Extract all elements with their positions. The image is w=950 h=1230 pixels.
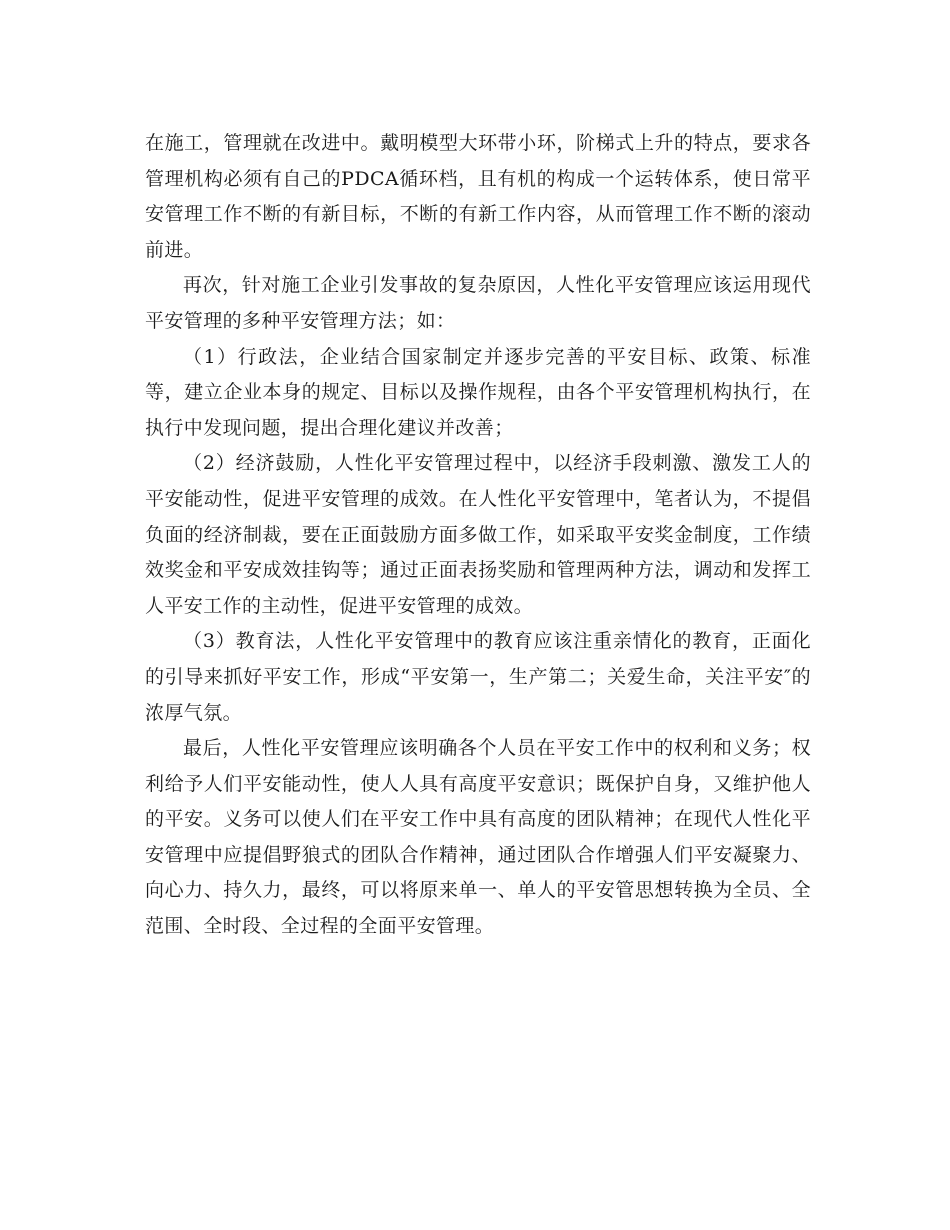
document-body [145,126,811,945]
paragraph-rights-and-duties: 最后，人性化平安管理应该明确各个人员在平安工作中的权利和义务；权利给予人们平安能动性，使人人具有高度平安意识；既保护自身，又维护他人的平安。义务可以使人们在平安工作中具有高度的团队精神；在现代人性化平安管理中应提倡野狼式的团队合作精神，通过团队合作增强人们平安凝聚力、向心力、持久力，最终，可以将原来单一、单人的平安管思想转换为全员、全范围、全时段、全过程的全面平安管理。 [145,737,811,938]
paragraph-pdca-cycle: 在施工，管理就在改进中。戴明模型大环带小环，阶梯式上升的特点，要求各管理机构必须有自己的PDCA循环档，且有机的构成一个运转体系，使日常平安管理工作不断的有新目标，不断的有新工作内容，从而管理工作不断的滚动前进。 [145,132,811,261]
paragraph-management-methods-intro: 再次，针对施工企业引发事故的复杂原因，人性化平安管理应该运用现代平安管理的多种平安管理方法；如： [145,274,811,332]
paragraph-administrative-method: （1）行政法，企业结合国家制定并逐步完善的平安目标、政策、标准等，建立企业本身的规定、目标以及操作规程，由各个平安管理机构执行，在执行中发现问题，提出合理化建议并改善； [145,345,811,439]
paragraph-education-method: （3）教育法，人性化平安管理中的教育应该注重亲情化的教育，正面化的引导来抓好平安工作，形成“平安第一，生产第二；关爱生命，关注平安″的浓厚气氛。 [145,630,811,724]
paragraph-economic-incentive: （2）经济鼓励，人性化平安管理过程中，以经济手段刺激、激发工人的平安能动性，促进平安管理的成效。在人性化平安管理中，笔者认为，不提倡负面的经济制裁，要在正面鼓励方面多做工作，如采取平安奖金制度，工作绩效奖金和平安成效挂钩等；通过正面表扬奖励和管理两种方法，调动和发挥工人平安工作的主动性，促进平安管理的成效。 [145,452,811,617]
